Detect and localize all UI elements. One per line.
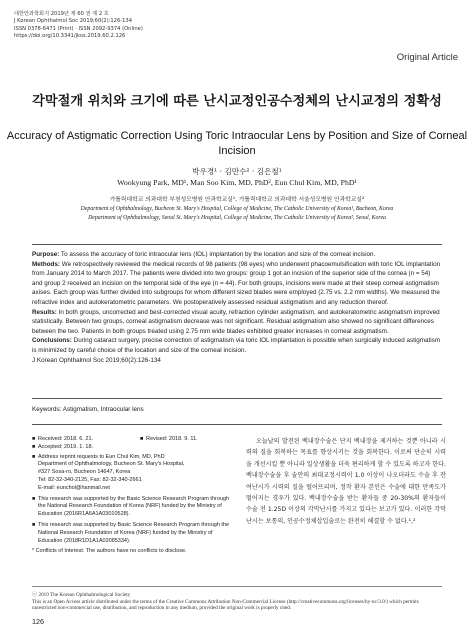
bullet-icon: ■	[32, 521, 36, 528]
received-date	[32, 436, 232, 444]
body-text	[246, 436, 446, 527]
methods-text: We retrospectively reviewed the medical records of 98 patients (98 eyes) who underwent phacoemulsification with toric IOL implantation from January 2014 to March 2017. The patients were divided into two groups: group 1 got an incision of the superior side of the cornea (n = 54) and group 2 received an incision on the temporal side of the eye (n = 44). For both groups, incisions were made at their steep corneal astigmatism axises. Each group was further divided into subgroups for whom different sized blades were employed (2.75 vs. 2.2 mm widths). We measured the refractive index and autokeratometric parameters. We postoperatively assessed residual astigmatism and any reduction thereof.	[32, 260, 441, 306]
abstract-conclusions	[32, 336, 442, 355]
affiliation-english-2: Department of Ophthalmology, Seoul St. Mary's Hospital, College of Medicine, The Catholic University of Korea², Seoul, Korea	[88, 215, 386, 221]
abstract-methods	[32, 260, 442, 308]
body-paragraph: 오늘날의 발전된 백내장수술은 단지 백내장을 제거하는 것뿐 아니라 시력의 질을 회복하는 목표를 향상시키는 것을 회복한다. 이로써 단순히 시력을 개선시킬 뿐 아니라 일상생활을 더욱 편리하게 할 수 있도록 하고자 한다. 백내장수술을 후 술안의 최대교정시력이 1.0 이상이 나오더라도 수술 후 잔여난시가 시력의 질을 떨어뜨리며, 정작 환자 본인은 수술에 대한 만족도가 떨어지는 경우가 있다. 백내장수술을 받는 환자들 중 20-30%의 환자들이 수술 전 1.25D 이상의 각막난시를 가지고 있다는 보고가 있다. 이러한 각막난시는 보통의, 인공수정체삽입술로는 완전히 해결할 수 없다.¹,²	[246, 438, 446, 525]
abstract-top-rule	[32, 244, 442, 245]
doi-link[interactable]: https://doi.org/10.3341/jkos.2019.60.2.126	[14, 33, 126, 40]
abstract-bottom-rule	[32, 398, 442, 399]
reprint-line: Tel: 82-32-340-2125, Fax: 82-32-340-2661	[38, 476, 142, 483]
article-type: Original Article	[396, 52, 458, 63]
conclusions-label: Conclusions:	[32, 337, 72, 345]
journal-meta-line: J Korean Ophthalmol Soc 2019;60(2):126-134	[14, 18, 133, 25]
bullet-icon: ■	[32, 495, 36, 502]
license-text: This is an Open Access article distributed under the terms of the Creative Commons Attribution Non-Commercial License (http://creativecommons.org/licenses/by-nc/3.0/) which permits unrestricted non-commercial use, distribution, and reproduction in any medium, provided the original work is properly cited.	[32, 598, 419, 612]
accepted-date	[32, 444, 232, 452]
conflicts-note	[32, 548, 232, 556]
accepted-text: Accepted: 2019. 1. 18.	[38, 443, 94, 450]
abstract-citation: J Korean Ophthalmol Soc 2019;60(2):126-134	[32, 356, 161, 364]
received-text: Received: 2018. 6. 21.	[38, 436, 94, 442]
title-korean	[0, 92, 474, 111]
revised-text: Revised: 2018. 9. 11.	[146, 436, 198, 442]
reprint-line: Department of Ophthalmology, Bucheon St. Mary's Hospital,	[38, 461, 185, 468]
conflicts-text: Conflicts of Interest: The authors have no conflicts to disclose.	[35, 548, 187, 555]
methods-label: Methods:	[32, 260, 60, 268]
reprint-address	[32, 454, 232, 462]
abstract-purpose	[32, 250, 442, 260]
copyright-line: ⓒ 2019 The Korean Ophthalmological Society	[32, 592, 131, 598]
page-number: 126	[32, 617, 44, 626]
journal-meta-line: 대한안과학회지 2019년 제 60 권 제 2 호	[14, 11, 109, 17]
journal-meta-line: ISSN 0378-6471 (Print) · ISSN 2092-9374 (Online)	[14, 25, 143, 32]
purpose-label: Purpose:	[32, 251, 60, 258]
footer-rule	[32, 586, 442, 587]
affiliation-korean: 가톨릭대학교 의과대학 부천성모병원 안과학교실¹, 가톨릭대학교 의과대학 서울성모병원 안과학교실²	[109, 197, 365, 203]
abstract	[32, 250, 442, 365]
article-info	[32, 436, 232, 556]
funding-text: This research was supported by the Basic Science Research Program through the National Research Foundation of Korea (NRF) funded by the Ministry of Education (2016R1A6A1A03010528).	[38, 495, 230, 518]
authors-english: Wookyung Park, MD¹, Man Soo Kim, MD, PhD², Eun Chul Kim, MD, PhD¹	[117, 178, 357, 187]
reprint-line: #327 Sosa-ro, Bucheon 14647, Korea	[38, 469, 131, 476]
funding-text: This research was supported by Basic Science Research Program through the National Research Foundation of Korea (NRF) funded by the Ministry of Education (2018R1D1A1A02085334).	[38, 521, 230, 544]
abstract-results	[32, 308, 442, 337]
email-link[interactable]: E-mail: eunchol@hanmail.net	[38, 484, 110, 491]
journal-meta	[14, 11, 143, 41]
title-english	[0, 129, 474, 158]
conclusions-text: During cataract surgery, precise correction of astigmatism via toric IOL implantation is possible when surgically induced astigmatism is minimized by careful choice of the location and size of the corneal incision.	[32, 337, 441, 354]
purpose-text: To assess the accuracy of toric intraocular lens (IOL) implantation by the location and size of the corneal incision.	[59, 251, 376, 258]
bullet-icon: ■	[32, 436, 36, 442]
keywords-rule	[32, 424, 442, 425]
reprint-line: Address reprint requests to Eun Chul Kim, MD, PhD	[38, 453, 165, 460]
bullet-icon: ■	[140, 436, 144, 442]
title-english-text: Accuracy of Astigmatic Correction Using Toric Intraocular Lens by Position and Size of Corneal Incision	[6, 130, 468, 157]
title-korean-text: 각막절개 위치와 크기에 따른 난시교정인공수정체의 난시교정의 정확성	[32, 94, 442, 109]
results-label: Results:	[32, 308, 57, 316]
funding-note-2	[32, 522, 232, 545]
bullet-icon: ■	[32, 453, 36, 460]
results-text: In both groups, uncorrected and best-corrected visual acuity, refraction cylinder astigmatism, and autokeratometric astigmatism improved statistically. Between two groups, corneal astigmatism decrease was not significant. Residual astigmatism also showed no significant differences between the two. Patients in both groups treated using 2.75 mm wide blades exhibited greater increases in corneal astigmatism.	[32, 308, 440, 335]
revised-date	[140, 436, 198, 442]
keywords: Keywords: Astigmatism, Intraocular lens	[32, 406, 144, 413]
affiliation-english-1: Department of Ophthalmology, Bucheon St. Mary's Hospital, College of Medicine, The Catholic University of Korea¹, Bucheon, Korea	[80, 206, 394, 212]
authors-korean: 박우경¹ · 김만수² · 김은철¹	[192, 167, 282, 176]
asterisk-icon: *	[32, 548, 36, 555]
funding-note-1	[32, 496, 232, 519]
license-footer	[32, 592, 442, 612]
bullet-icon: ■	[32, 443, 36, 450]
